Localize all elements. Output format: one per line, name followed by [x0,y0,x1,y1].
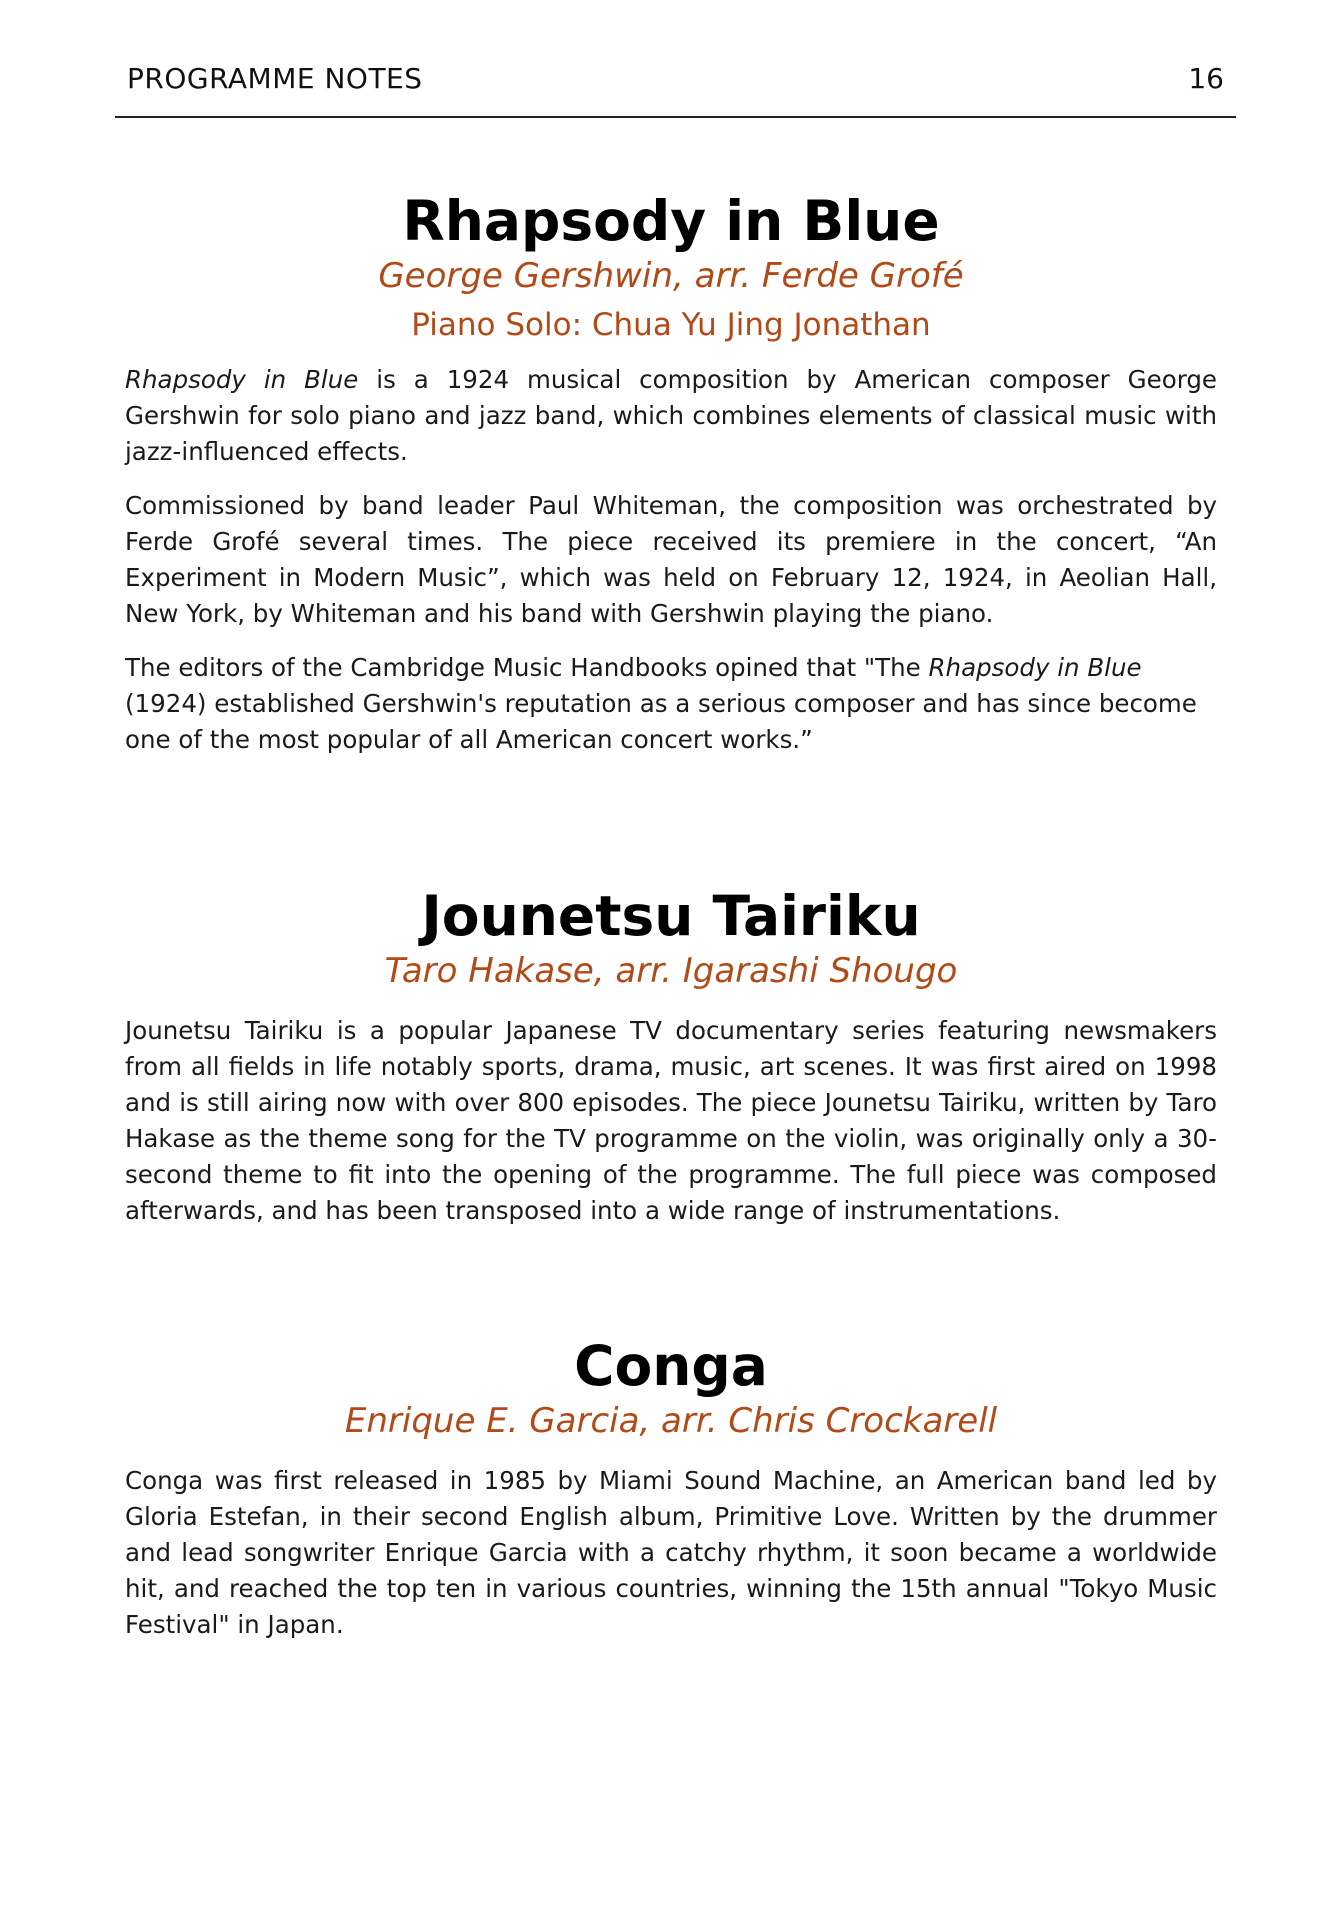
piece-title: Conga [574,1334,768,1398]
piece-rhapsody-in-blue [125,188,1217,758]
paragraph-text: (1924) established Gershwin's reputation as a serious composer and has since become one of the most popular of all American concert works.” [125,689,1197,754]
piece-title: Jounetsu Tairiku [421,884,921,948]
piece-conga [125,1333,1217,1643]
piece-paragraph: Conga was first released in 1985 by Miami Sound Machine, an American band led by Gloria Estefan, in their second English album, Primitive Love. Written by the drummer and lead songwriter Enrique Garcia with a catchy rhythm, it soon became a worldwide hit, and reached the top ten in various countries, winning the 15th annual "Tokyo Music Festival" in Japan. [125,1466,1217,1639]
italic-title: Rhapsody in Blue [125,365,359,394]
piece-jounetsu-tairiku [125,883,1217,1229]
piece-paragraph: Commissioned by band leader Paul Whiteman, the composition was orchestrated by Ferde Grofé several times. The piece received its premiere in the concert, “An Experiment in Modern Music”, which was held on February 12, 1924, in Aeolian Hall, New York, by Whiteman and his band with Gershwin playing the piano. [125,491,1217,628]
page-number: 16 [1188,62,1224,95]
piece-title: Rhapsody in Blue [402,189,940,253]
piece-composer: Enrique E. Garcia, arr. Chris Crockarell [344,1401,998,1441]
header-title: PROGRAMME NOTES [127,62,423,95]
piece-paragraph [125,362,1217,470]
italic-title: Rhapsody in Blue [928,653,1142,682]
piece-paragraph [125,650,1217,758]
piece-composer: George Gershwin, arr. Ferde Grofé [378,256,964,296]
paragraph-text: The editors of the Cambridge Music Handbooks opined that "The [125,653,929,682]
piece-composer: Taro Hakase, arr. Igarashi Shougo [384,951,958,991]
piece-soloist: Piano Solo: Chua Yu Jing Jonathan [411,307,931,343]
page-header [115,60,1236,118]
paragraph-text: is a 1924 musical composition by American composer George Gershwin for solo piano and jazz band, which combines elements of classical music with jazz-influenced effects. [125,365,1217,466]
piece-paragraph: Jounetsu Tairiku is a popular Japanese TV documentary series featuring newsmakers from all fields in life notably sports, drama, music, art scenes. It was first aired on 1998 and is still airing now with over 800 episodes. The piece Jounetsu Tairiku, written by Taro Hakase as the theme song for the TV programme on the violin, was originally only a 30-second theme to fit into the opening of the programme. The full piece was composed afterwards, and has been transposed into a wide range of instrumentations. [125,1016,1217,1225]
